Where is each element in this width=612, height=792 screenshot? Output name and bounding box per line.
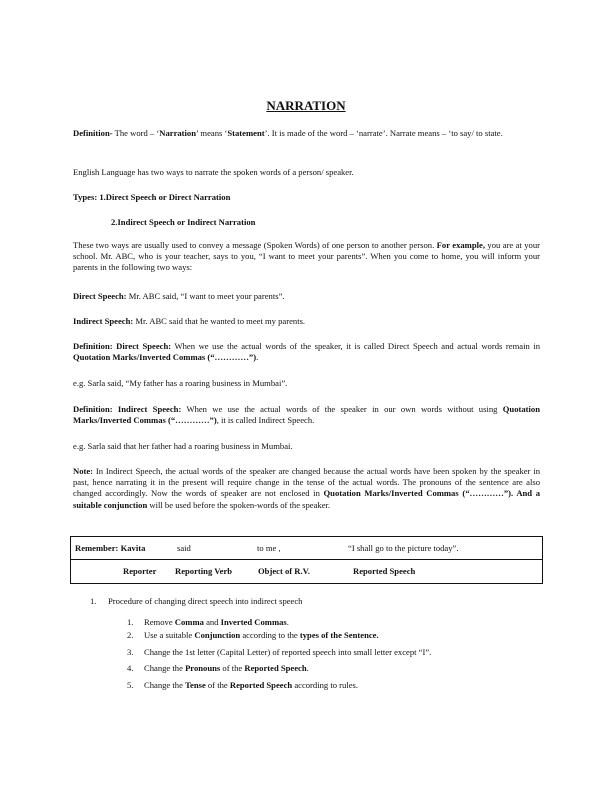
definition-direct-label: Definition: Direct Speech: [73, 341, 172, 351]
indirect-example [73, 316, 540, 327]
step-part: according to rules. [292, 680, 359, 690]
note-paragraph [73, 466, 540, 511]
step-part: . [306, 663, 309, 673]
types-label: Types: [73, 192, 100, 202]
definition-indirect [73, 404, 540, 426]
step-bold-2: Reported Speech [244, 663, 307, 673]
indirect-example-label: Indirect Speech: [73, 316, 134, 326]
step-bold-1: Comma [174, 617, 204, 627]
remember-row-labels [71, 560, 542, 582]
example-direct: e.g. Sarla said, “My father has a roaring business in Mumbai”. [73, 378, 288, 388]
indirect-example-text: Mr. ABC said that he wanted to meet my parents. [133, 316, 306, 326]
usage-paragraph [73, 240, 540, 274]
step-part: of the [205, 680, 230, 690]
label-reporter: Reporter [123, 566, 157, 576]
types-first: 1.Direct Speech or Direct Narration [99, 192, 231, 202]
step-part: Change the [144, 663, 186, 673]
step-bold-1: Pronouns [185, 663, 221, 673]
definition-label: Definition- [73, 128, 113, 138]
note-ellipsis: (“…………”). And a [458, 488, 541, 499]
label-reported-speech: Reported Speech [353, 566, 416, 576]
step-number: 5. [127, 680, 134, 690]
definition-indirect-text-1: When we use the actual words of the speaker in our own words without using [181, 404, 503, 414]
step-part: Remove [144, 617, 175, 627]
definition-direct-quotation-marks: Quotation Marks/Inverted Commas [73, 352, 206, 363]
definition-indirect-ellipsis: (“…………”) [165, 415, 217, 426]
note-quotation-marks: Quotation Marks/Inverted Commas [323, 488, 459, 499]
definition-word-statement: Statement [227, 128, 265, 138]
step-part: Change the [144, 680, 186, 690]
step-bold-2: Inverted Commas [220, 617, 287, 627]
step-part: Use a suitable [144, 630, 195, 640]
remember-to-me: to me , [257, 543, 281, 553]
definition-direct-text-1: When we use the actual words of the speaker, it is called Direct Speech and actual words remain in [171, 341, 540, 351]
step-number: 2. [127, 630, 134, 640]
definition-paragraph [73, 128, 540, 139]
step-bold-2: types of the Sentence. [299, 630, 379, 640]
remember-row-sentence [71, 537, 542, 560]
remember-label: Remember: Kavita [75, 543, 146, 553]
direct-example [73, 291, 540, 302]
step-bold-2: Reported Speech [229, 680, 293, 690]
step-number: 4. [127, 663, 134, 673]
remember-quote: “I shall go to the picture today”. [348, 543, 459, 553]
step-part: according to the [240, 630, 300, 640]
ways-intro: English Language has two ways to narrate the spoken words of a person/ speaker. [73, 167, 354, 177]
remember-said: said [177, 543, 191, 553]
definition-text-2: ’ means ‘ [196, 128, 228, 138]
usage-text-2: you are at your school. Mr. ABC, who is your teacher, says to you, “I want to meet your parents”. When you come to home, you will inform your parents in the following two ways: [73, 240, 540, 273]
definition-direct-text-3: . [256, 352, 259, 363]
step-text [144, 680, 358, 690]
definition-indirect-text-3: , it is called Indirect Speech. [216, 415, 315, 426]
types-second-text: 2.Indirect Speech or Indirect Narration [111, 217, 256, 227]
procedure-title: Procedure of changing direct speech into indirect speech [108, 596, 303, 606]
step-bold-1: Tense [185, 680, 206, 690]
step-number: 1. [127, 617, 134, 627]
note-label: Note: [73, 466, 94, 476]
note-text-3: will be used before the spoken-words of the speaker. [147, 499, 331, 510]
direct-example-text: Mr. ABC said, “I want to meet your parents”. [126, 291, 285, 301]
usage-text-1: These two ways are usually used to convey a message (Spoken Words) of one person to another person. [73, 240, 437, 250]
definition-direct-ellipsis: (“…………”) [205, 352, 257, 363]
step-part: and [203, 617, 221, 627]
definition-indirect-quotation-marks: Quotation Marks/Inverted Commas [73, 404, 540, 426]
procedure-number: 1. [90, 596, 97, 606]
step-text [144, 617, 289, 627]
step-number: 3. [127, 647, 134, 657]
step-bold-1: Conjunction [194, 630, 241, 640]
definition-text-1: The word – ‘ [112, 128, 160, 138]
step-text [144, 663, 309, 673]
usage-example-label: For example, [436, 240, 485, 250]
example-indirect: e.g. Sarla said that her father had a roaring business in Mumbai. [73, 441, 293, 451]
note-suitable-conjunction: suitable conjunction [73, 499, 148, 510]
step-text [144, 647, 431, 657]
definition-indirect-label: Definition: Indirect Speech: [73, 404, 182, 414]
step-text [144, 630, 379, 640]
step-part: of the [220, 663, 245, 673]
direct-example-label: Direct Speech: [73, 291, 127, 301]
step-part: Change the 1st letter (Capital Letter) of reported speech into small letter except “I”. [144, 647, 432, 657]
label-reporting-verb: Reporting Verb [175, 566, 233, 576]
step-part: . [286, 617, 289, 627]
note-text-1: In Indirect Speech, the actual words of the speaker are changed because the actual words have been spoken by the speaker in past, hence narrating it in the present will require change in the tense of the actual words. The pronouns of the sentence are also changed accordingly. Now the words of speaker are not enclosed in [73, 466, 540, 499]
definition-direct [73, 341, 540, 363]
definition-word-narration: Narration [159, 128, 197, 138]
types-second [111, 217, 511, 228]
types-line [73, 192, 540, 203]
definition-text-3: ’. It is made of the word – ‘narrate’. Narrate means – ‘to say/ to state. [264, 128, 503, 138]
label-object-rv: Object of R.V. [258, 566, 310, 576]
page-title: NARRATION [266, 98, 346, 113]
remember-box [70, 536, 543, 584]
